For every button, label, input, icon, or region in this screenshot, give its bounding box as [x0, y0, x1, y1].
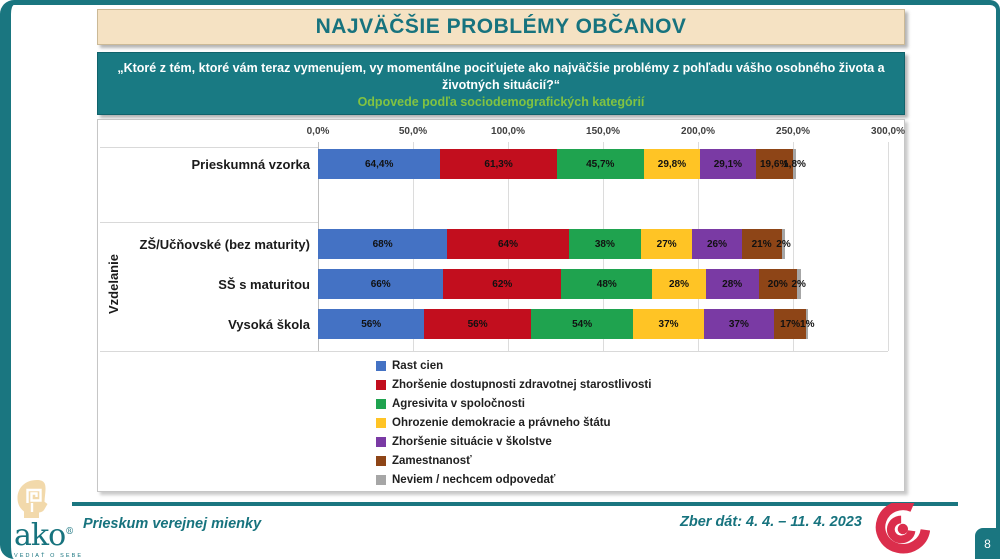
bar-value-label: 20%	[767, 278, 788, 290]
bar-segment	[692, 229, 741, 259]
legend-item	[376, 394, 651, 413]
axis-group-label: Vzdelanie	[106, 254, 121, 314]
bar-segment	[644, 149, 701, 179]
bar-segment	[641, 229, 692, 259]
bar-value-label: 1,8%	[783, 158, 806, 170]
ako-logo	[14, 479, 92, 559]
axis-tick-label: 250,0%	[776, 126, 810, 137]
registered-mark: ®	[65, 527, 74, 537]
bar-segment	[783, 149, 806, 179]
bar-segment	[318, 309, 424, 339]
axis-tick-label: 150,0%	[586, 126, 620, 137]
plot-bottom-line	[100, 351, 888, 352]
category-separator	[100, 222, 318, 223]
bar-segment	[443, 269, 561, 299]
ako-tagline: VEDIAŤ O SEBE	[14, 553, 84, 559]
legend-label: Agresivita v spoločnosti	[392, 397, 525, 410]
stacked-bar-chart	[98, 120, 904, 491]
legend-swatch-icon	[376, 399, 386, 409]
bar-value-label: 62%	[492, 278, 513, 290]
axis-tick-label: 0,0%	[306, 126, 330, 137]
legend-item	[376, 470, 651, 489]
question-text-line2: životných situácií?“	[441, 77, 561, 92]
bar-value-label: 64%	[497, 238, 518, 250]
bar-segment	[440, 149, 556, 179]
legend-label: Zamestnanosť	[392, 454, 472, 467]
bar-value-label: 56%	[361, 318, 382, 330]
bar-segment	[704, 309, 774, 339]
bar-segment	[706, 269, 759, 299]
category-label: Prieskumná vzorka	[191, 156, 310, 172]
bar-value-label: 2%	[776, 238, 791, 250]
bar-value-label: 61,3%	[484, 158, 513, 170]
bar-value-label: 56%	[467, 318, 488, 330]
bar-value-label: 37%	[658, 318, 679, 330]
question-subtitle: Odpovede podľa sociodemografických kategórií	[357, 95, 645, 109]
bar-value-label: 2%	[791, 278, 806, 290]
axis-tick-label: 50,0%	[398, 126, 428, 137]
axis-tick-label: 100,0%	[491, 126, 525, 137]
bar-segment	[561, 269, 652, 299]
bar-value-label: 48%	[596, 278, 617, 290]
category-separator	[100, 147, 318, 148]
bar-value-label: 45,7%	[586, 158, 615, 170]
bar-segment	[424, 309, 530, 339]
legend-label: Zhoršenie situácie v školstve	[392, 435, 552, 448]
bar-value-label: 19,6%	[760, 158, 789, 170]
bar-value-label: 26%	[706, 238, 727, 250]
bar-segment	[318, 229, 447, 259]
spiral-logo-icon	[874, 503, 930, 555]
axis-tick-label: 300,0%	[871, 126, 905, 137]
legend-label: Neviem / nechcem odpovedať	[392, 473, 556, 486]
question-text-line1: „Ktoré z tém, ktoré vám teraz vymenujem, vy momentálne pociťujete ako najväčšie problémy z pohľadu vášho osobného života a	[117, 61, 885, 75]
bar-segment	[633, 309, 703, 339]
footer-divider	[72, 502, 958, 506]
legend-item	[376, 451, 651, 470]
legend-swatch-icon	[376, 475, 386, 485]
ako-head-icon	[14, 479, 56, 519]
legend-label: Zhoršenie dostupnosti zdravotnej starostlivosti	[392, 378, 652, 391]
legend-label: Ohrozenie demokracie a právneho štátu	[392, 416, 611, 429]
legend-swatch-icon	[376, 437, 386, 447]
bar-segment	[700, 149, 755, 179]
bar-value-label: 64,4%	[365, 158, 394, 170]
bar-segment	[791, 269, 806, 299]
ako-wordmark: ako®	[14, 518, 74, 553]
legend-item	[376, 375, 651, 394]
bar-value-label: 29,1%	[713, 158, 743, 170]
bar-segment	[776, 229, 791, 259]
bar-value-label: 29,8%	[657, 158, 687, 170]
bar-segment	[318, 269, 443, 299]
gridline	[888, 142, 889, 351]
category-label: Vysoká škola	[228, 316, 310, 332]
bar-value-label: 38%	[594, 238, 615, 250]
legend-item	[376, 413, 651, 432]
page-number: 8	[975, 528, 1000, 559]
bar-value-label: 1%	[800, 318, 815, 330]
legend-item	[376, 432, 651, 451]
bar-value-label: 28%	[722, 278, 743, 290]
bar-segment	[318, 149, 440, 179]
chart-panel	[97, 119, 905, 492]
bar-segment	[569, 229, 641, 259]
category-label: SŠ s maturitou	[218, 276, 310, 292]
legend-swatch-icon	[376, 418, 386, 428]
bar-segment	[557, 149, 644, 179]
bar-value-label: 17%	[780, 318, 801, 330]
bar-value-label: 28%	[668, 278, 689, 290]
bar-value-label: 27%	[656, 238, 677, 250]
legend-label: Rast cien	[392, 359, 444, 372]
footer-right-text: Zber dát: 4. 4. – 11. 4. 2023	[680, 514, 862, 530]
bar-value-label: 21%	[751, 238, 772, 250]
category-label: ZŠ/Učňovské (bez maturity)	[139, 236, 310, 252]
legend-item	[376, 356, 651, 375]
bar-value-label: 68%	[372, 238, 393, 250]
question-box	[97, 52, 905, 115]
bar-value-label: 66%	[370, 278, 391, 290]
bar-segment	[652, 269, 705, 299]
bar-segment	[800, 309, 815, 339]
axis-tick-label: 200,0%	[681, 126, 715, 137]
bar-value-label: 54%	[572, 318, 593, 330]
legend-swatch-icon	[376, 361, 386, 371]
legend-swatch-icon	[376, 380, 386, 390]
bar-value-label: 37%	[728, 318, 749, 330]
title-bar	[97, 9, 905, 45]
chart-legend	[376, 356, 651, 489]
legend-swatch-icon	[376, 456, 386, 466]
footer-left-text: Prieskum verejnej mienky	[83, 516, 262, 532]
page-title: NAJVÄČŠIE PROBLÉMY OBČANOV	[315, 15, 687, 38]
bar-segment	[447, 229, 569, 259]
bar-segment	[531, 309, 634, 339]
